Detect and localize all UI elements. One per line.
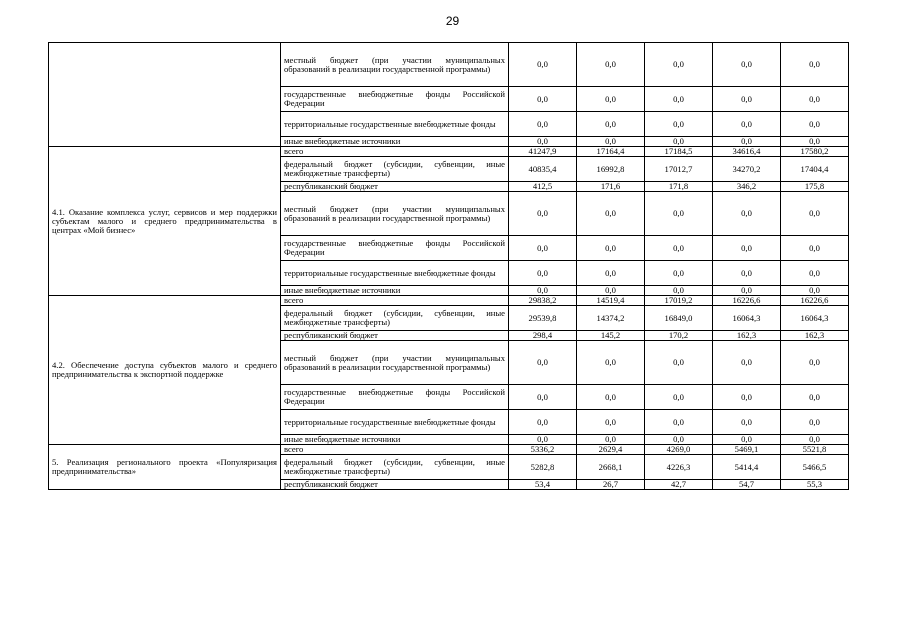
amount-cell: 17580,2 (781, 147, 849, 157)
funding-source-cell: местный бюджет (при участии муниципальных образований в реализации государственной программы) (281, 192, 509, 236)
amount-cell: 0,0 (509, 385, 577, 410)
page-number: 29 (445, 14, 460, 28)
amount-cell: 5414,4 (713, 455, 781, 480)
amount-cell: 0,0 (645, 286, 713, 296)
amount-cell: 0,0 (713, 112, 781, 137)
amount-cell: 16226,6 (713, 296, 781, 306)
amount-cell: 175,8 (781, 182, 849, 192)
funding-source-cell: государственные внебюджетные фонды Российской Федерации (281, 87, 509, 112)
funding-source-cell: федеральный бюджет (субсидии, субвенции, иные межбюджетные трансферты) (281, 157, 509, 182)
amount-cell: 0,0 (781, 341, 849, 385)
amount-cell: 16992,8 (577, 157, 645, 182)
amount-cell: 0,0 (713, 410, 781, 435)
amount-cell: 0,0 (645, 192, 713, 236)
funding-source-cell: государственные внебюджетные фонды Российской Федерации (281, 236, 509, 261)
amount-cell: 5521,8 (781, 445, 849, 455)
amount-cell: 171,8 (645, 182, 713, 192)
program-name-cell (49, 43, 281, 147)
funding-source-cell: республиканский бюджет (281, 331, 509, 341)
amount-cell: 0,0 (645, 341, 713, 385)
amount-cell: 14519,4 (577, 296, 645, 306)
amount-cell: 54,7 (713, 480, 781, 490)
amount-cell: 17012,7 (645, 157, 713, 182)
funding-source-cell: всего (281, 147, 509, 157)
funding-source-cell: иные внебюджетные источники (281, 286, 509, 296)
amount-cell: 0,0 (645, 112, 713, 137)
amount-cell: 145,2 (577, 331, 645, 341)
amount-cell: 0,0 (509, 435, 577, 445)
amount-cell: 0,0 (645, 236, 713, 261)
amount-cell: 162,3 (781, 331, 849, 341)
amount-cell: 5282,8 (509, 455, 577, 480)
amount-cell: 0,0 (645, 385, 713, 410)
amount-cell: 0,0 (781, 435, 849, 445)
table-row (49, 445, 849, 455)
amount-cell: 0,0 (781, 236, 849, 261)
amount-cell: 53,4 (509, 480, 577, 490)
table-row (49, 43, 849, 87)
amount-cell: 0,0 (781, 192, 849, 236)
amount-cell: 42,7 (645, 480, 713, 490)
amount-cell: 26,7 (577, 480, 645, 490)
amount-cell: 0,0 (509, 410, 577, 435)
amount-cell: 17164,4 (577, 147, 645, 157)
amount-cell: 55,3 (781, 480, 849, 490)
program-name-cell: 5. Реализация регионального проекта «Популяризация предпринимательства» (49, 445, 281, 490)
funding-source-cell: всего (281, 296, 509, 306)
amount-cell: 5469,1 (713, 445, 781, 455)
amount-cell: 0,0 (645, 43, 713, 87)
amount-cell: 0,0 (577, 87, 645, 112)
amount-cell: 0,0 (577, 261, 645, 286)
program-name-cell: 4.1. Оказание комплекса услуг, сервисов и мер поддержки субъектам малого и среднего предпринимательства в центрах «Мой бизнес» (49, 147, 281, 296)
amount-cell: 16849,0 (645, 306, 713, 331)
funding-source-cell: местный бюджет (при участии муниципальных образований в реализации государственной программы) (281, 43, 509, 87)
funding-source-cell: местный бюджет (при участии муниципальных образований в реализации государственной программы) (281, 341, 509, 385)
amount-cell: 2668,1 (577, 455, 645, 480)
amount-cell: 0,0 (713, 236, 781, 261)
amount-cell: 0,0 (713, 435, 781, 445)
funding-source-cell: иные внебюджетные источники (281, 137, 509, 147)
amount-cell: 16226,6 (781, 296, 849, 306)
program-name-cell: 4.2. Обеспечение доступа субъектов малого и среднего предпринимательства к экспортной поддержке (49, 296, 281, 445)
amount-cell: 0,0 (509, 261, 577, 286)
amount-cell: 346,2 (713, 182, 781, 192)
amount-cell: 0,0 (713, 286, 781, 296)
amount-cell: 0,0 (509, 87, 577, 112)
amount-cell: 0,0 (781, 410, 849, 435)
amount-cell: 4269,0 (645, 445, 713, 455)
amount-cell: 29539,8 (509, 306, 577, 331)
funding-source-cell: всего (281, 445, 509, 455)
amount-cell: 0,0 (577, 286, 645, 296)
amount-cell: 170,2 (645, 331, 713, 341)
amount-cell: 0,0 (509, 137, 577, 147)
amount-cell: 0,0 (781, 137, 849, 147)
amount-cell: 0,0 (713, 261, 781, 286)
amount-cell: 0,0 (713, 192, 781, 236)
amount-cell: 0,0 (577, 112, 645, 137)
amount-cell: 171,6 (577, 182, 645, 192)
funding-source-cell: территориальные государственные внебюджетные фонды (281, 410, 509, 435)
amount-cell: 14374,2 (577, 306, 645, 331)
amount-cell: 0,0 (509, 192, 577, 236)
amount-cell: 0,0 (713, 137, 781, 147)
amount-cell: 0,0 (509, 341, 577, 385)
amount-cell: 0,0 (577, 192, 645, 236)
amount-cell: 17404,4 (781, 157, 849, 182)
amount-cell: 0,0 (509, 236, 577, 261)
amount-cell: 0,0 (781, 385, 849, 410)
amount-cell: 0,0 (577, 43, 645, 87)
amount-cell: 0,0 (577, 137, 645, 147)
amount-cell: 34270,2 (713, 157, 781, 182)
budget-table (48, 42, 849, 490)
amount-cell: 16064,3 (781, 306, 849, 331)
amount-cell: 0,0 (577, 341, 645, 385)
table-row (49, 147, 849, 157)
amount-cell: 0,0 (781, 112, 849, 137)
funding-source-cell: федеральный бюджет (субсидии, субвенции, иные межбюджетные трансферты) (281, 306, 509, 331)
amount-cell: 0,0 (781, 261, 849, 286)
amount-cell: 5336,2 (509, 445, 577, 455)
amount-cell: 298,4 (509, 331, 577, 341)
funding-source-cell: территориальные государственные внебюджетные фонды (281, 112, 509, 137)
amount-cell: 0,0 (577, 410, 645, 435)
funding-source-cell: государственные внебюджетные фонды Российской Федерации (281, 385, 509, 410)
amount-cell: 34616,4 (713, 147, 781, 157)
amount-cell: 0,0 (509, 286, 577, 296)
amount-cell: 5466,5 (781, 455, 849, 480)
amount-cell: 2629,4 (577, 445, 645, 455)
amount-cell: 0,0 (645, 137, 713, 147)
amount-cell: 0,0 (781, 286, 849, 296)
amount-cell: 0,0 (577, 435, 645, 445)
amount-cell: 17019,2 (645, 296, 713, 306)
amount-cell: 0,0 (577, 236, 645, 261)
amount-cell: 0,0 (713, 385, 781, 410)
amount-cell: 17184,5 (645, 147, 713, 157)
amount-cell: 0,0 (781, 87, 849, 112)
amount-cell: 0,0 (713, 43, 781, 87)
funding-source-cell: республиканский бюджет (281, 480, 509, 490)
amount-cell: 16064,3 (713, 306, 781, 331)
funding-source-cell: территориальные государственные внебюджетные фонды (281, 261, 509, 286)
amount-cell: 0,0 (713, 341, 781, 385)
amount-cell: 0,0 (645, 87, 713, 112)
funding-source-cell: республиканский бюджет (281, 182, 509, 192)
amount-cell: 4226,3 (645, 455, 713, 480)
amount-cell: 0,0 (645, 410, 713, 435)
amount-cell: 41247,9 (509, 147, 577, 157)
amount-cell: 0,0 (509, 112, 577, 137)
amount-cell: 0,0 (645, 435, 713, 445)
table-row (49, 296, 849, 306)
amount-cell: 40835,4 (509, 157, 577, 182)
amount-cell: 0,0 (577, 385, 645, 410)
funding-source-cell: иные внебюджетные источники (281, 435, 509, 445)
amount-cell: 0,0 (781, 43, 849, 87)
amount-cell: 0,0 (645, 261, 713, 286)
amount-cell: 162,3 (713, 331, 781, 341)
amount-cell: 412,5 (509, 182, 577, 192)
funding-source-cell: федеральный бюджет (субсидии, субвенции, иные межбюджетные трансферты) (281, 455, 509, 480)
amount-cell: 0,0 (509, 43, 577, 87)
amount-cell: 0,0 (713, 87, 781, 112)
amount-cell: 29838,2 (509, 296, 577, 306)
